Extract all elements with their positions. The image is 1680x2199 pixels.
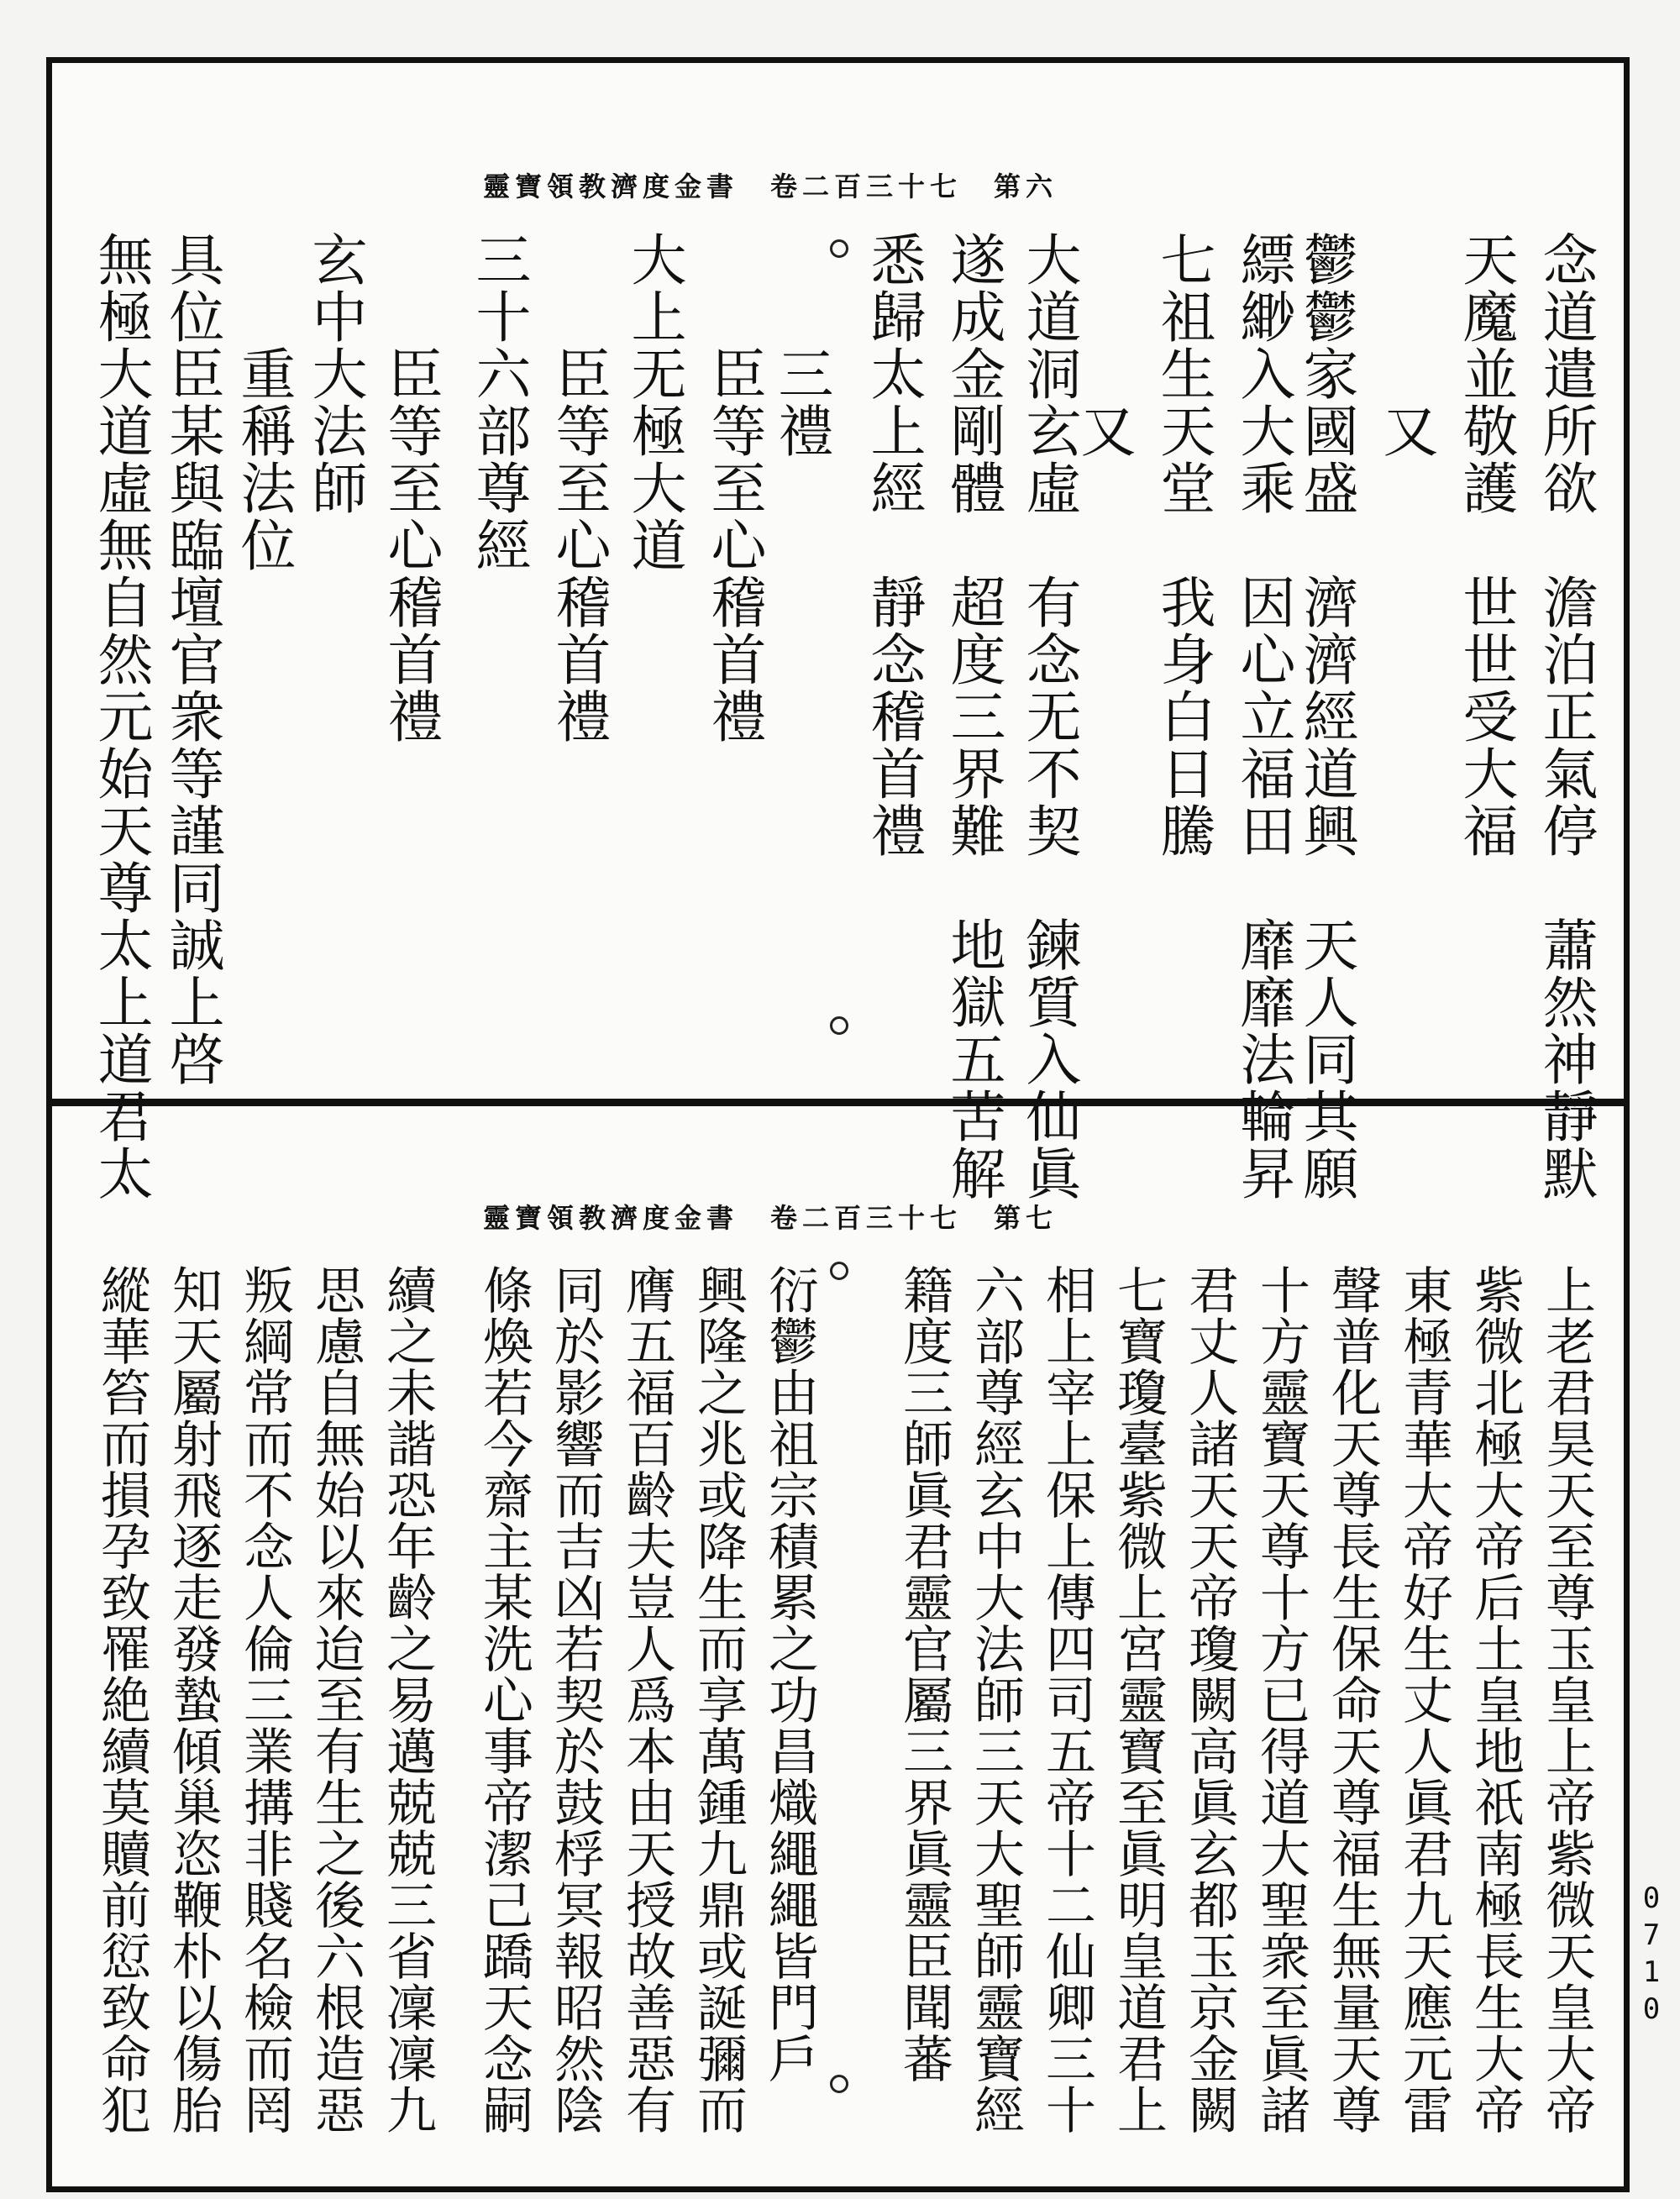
text-column: 天魔並敬護 世世受大福 (1453, 231, 1518, 859)
panel-divider (46, 1099, 1630, 1106)
text-column: 叛綱常而不念人倫三業搆非賤名檢而罔 (235, 1264, 294, 2135)
binding-hole-marker (830, 2075, 848, 2093)
text-column: 臣等至心稽首禮 (701, 231, 766, 745)
text-column: 重稱法位 (231, 231, 296, 574)
text-column: 君丈人諸天天帝瓊闕高眞玄都玉京金闕 (1180, 1264, 1239, 2135)
binding-hole-marker (830, 1016, 848, 1035)
text-column: 興隆之兆或降生而享萬鍾九鼎或誕彌而 (689, 1264, 748, 2135)
text-column: 七祖生天堂 我身白日騰 (1151, 231, 1215, 859)
text-column: 又 (1071, 231, 1136, 459)
text-column: 念道遣所欲 澹泊正氣停 蕭然神靜默 (1533, 231, 1598, 1202)
text-column: 大道洞玄虛 有念无不契 鍊質入仙眞 (1016, 231, 1081, 1202)
text-column: 又 (1373, 231, 1438, 459)
text-column: 相上宰上保上傳四司五帝十二仙卿三十 (1037, 1264, 1096, 2135)
text-column: 無極大道虛無自然元始天尊太上道君太 (88, 231, 153, 1202)
text-column: 三十六部尊經 (466, 231, 531, 574)
text-column: 膺五福百齡夫豈人爲本由天授故善惡有 (617, 1264, 676, 2135)
text-column: 知天屬射飛逐走發蟄傾巢恣鞭朴以傷胎 (164, 1264, 223, 2135)
text-column: 臣等至心稽首禮 (378, 231, 443, 745)
text-column: 思慮自無始以來迨至有生之後六根造惡 (307, 1264, 365, 2135)
text-column: 大上无極大道 (622, 231, 686, 574)
text-column: 十方靈寶天尊十方已得道大聖衆至眞諸 (1252, 1264, 1310, 2135)
text-column: 具位臣某與臨壇官衆等謹同誠上啓 (160, 231, 224, 1088)
page-number: 0710 (1635, 1881, 1668, 2029)
text-column: 玄中大法師 (302, 231, 367, 517)
bottom-header: 靈寶領教濟度金書 卷二百三十七 第七 (483, 1202, 1058, 1234)
text-column: 三禮 (769, 231, 833, 459)
text-column: 七寶瓊臺紫微上宮靈寶至眞明皇道君上 (1109, 1264, 1168, 2135)
text-column: 悉歸太上經 靜念稽首禮 (861, 231, 926, 859)
text-column: 六部尊經玄中大法師三天大聖師靈寶經 (966, 1264, 1025, 2135)
text-column: 縱華笞而損孕致罹絶續莫贖前愆致命犯 (92, 1264, 151, 2135)
text-column: 臣等至心稽首禮 (546, 231, 611, 745)
text-column: 遂成金剛體 超度三界難 地獄五苦解 (941, 231, 1005, 1202)
text-column: 續之未諧恐年齡之易邁兢兢三省凜凜九 (378, 1264, 437, 2135)
text-column: 同於影響而吉凶若契於鼓桴冥報昭然陰 (546, 1264, 605, 2135)
binding-hole-marker (830, 1262, 848, 1280)
text-column: 衍鬱由祖宗積累之功昌熾繩繩皆門戶 (760, 1264, 819, 2084)
text-column: 條煥若今齋主某洗心事帝潔己蹻天念嗣 (475, 1264, 533, 2135)
text-column: 籍度三師眞君靈官屬三界眞靈臣聞蕃 (895, 1264, 953, 2084)
top-header: 靈寶領教濟度金書 卷二百三十七 第六 (483, 171, 1058, 202)
text-column: 縹緲入大乘 因心立福田 靡靡法輪昇 (1231, 231, 1295, 1202)
text-column: 聲普化天尊長生保命天尊福生無量天尊 (1323, 1264, 1382, 2135)
text-column: 東極青華大帝好生丈人眞君九天應元雷 (1394, 1264, 1453, 2135)
text-column: 紫微北極大帝后土皇地祇南極長生大帝 (1466, 1264, 1525, 2135)
text-column: 鬱鬱家國盛 濟濟經道興 天人同其願 (1294, 231, 1358, 1202)
text-column: 上老君昊天至尊玉皇上帝紫微天皇大帝 (1537, 1264, 1596, 2135)
